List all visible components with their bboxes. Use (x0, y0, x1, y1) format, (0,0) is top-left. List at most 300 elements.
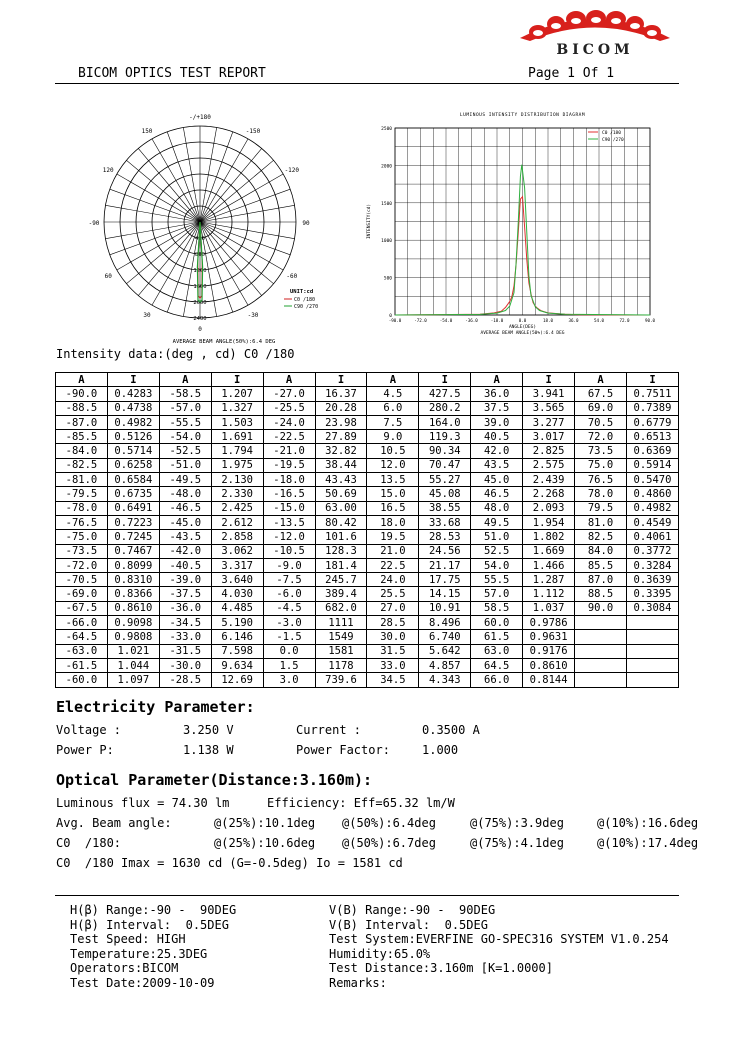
table-cell: 50.69 (315, 487, 367, 501)
table-cell: -39.0 (159, 573, 211, 587)
power-factor-label: Power Factor: (296, 743, 390, 757)
table-cell: 1.503 (211, 415, 263, 429)
column-header: I (523, 373, 575, 387)
polar-angle-label: -150 (245, 128, 261, 136)
table-cell: -36.0 (159, 601, 211, 615)
legend-label: C0 /180 (602, 130, 621, 136)
table-cell: -79.5 (56, 487, 108, 501)
table-cell: 15.0 (367, 487, 419, 501)
x-tick-label: 54.0 (593, 318, 605, 323)
footer-divider (55, 895, 679, 896)
table-cell: 85.5 (575, 558, 627, 572)
table-cell: 49.5 (471, 515, 523, 529)
c0-beam-10: @(10%):17.4deg (597, 836, 699, 850)
table-cell: 0.9098 (107, 616, 159, 630)
table-cell: 1.954 (523, 515, 575, 529)
table-cell: 55.27 (419, 473, 471, 487)
table-cell: 0.9808 (107, 630, 159, 644)
table-cell: 245.7 (315, 573, 367, 587)
table-cell: 12.0 (367, 458, 419, 472)
polar-angle-label: 90 (302, 220, 310, 227)
table-cell: 3.640 (211, 573, 263, 587)
table-cell: 1.466 (523, 558, 575, 572)
table-cell: -28.5 (159, 673, 211, 687)
table-cell: 427.5 (419, 387, 471, 401)
table-cell: 1.044 (107, 658, 159, 672)
table-cell: 0.6584 (107, 473, 159, 487)
table-cell: 66.0 (471, 673, 523, 687)
table-cell: 2.858 (211, 530, 263, 544)
power-factor-value: 1.000 (422, 743, 459, 757)
table-cell: -72.0 (56, 558, 108, 572)
table-cell: 4.343 (419, 673, 471, 687)
table-cell: 38.55 (419, 501, 471, 515)
table-cell: 82.5 (575, 530, 627, 544)
y-axis-label: INTENSITY(cd) (367, 203, 372, 240)
table-cell: 0.6369 (626, 444, 678, 458)
table-cell: -67.5 (56, 601, 108, 615)
table-cell: -6.0 (263, 587, 315, 601)
table-cell: 1549 (315, 630, 367, 644)
table-cell: 1178 (315, 658, 367, 672)
table-cell: -60.0 (56, 673, 108, 687)
x-tick-label: -72.0 (414, 318, 427, 323)
table-cell: 0.8144 (523, 673, 575, 687)
table-cell: 33.68 (419, 515, 471, 529)
h-interval: H(β) Interval: 0.5DEG (70, 917, 229, 932)
table-cell: 16.5 (367, 501, 419, 515)
table-cell: 0.4283 (107, 387, 159, 401)
table-cell: -73.5 (56, 544, 108, 558)
table-cell: -57.0 (159, 401, 211, 415)
imax-line: C0 /180 Imax = 1630 cd (G=-0.5deg) Io = 1581 cd (56, 856, 403, 870)
table-cell: 3.317 (211, 558, 263, 572)
table-cell: 90.0 (575, 601, 627, 615)
table-cell: -63.0 (56, 644, 108, 658)
bicom-logo (510, 8, 680, 56)
column-header: A (56, 373, 108, 387)
column-header: A (575, 373, 627, 387)
table-cell: 9.634 (211, 658, 263, 672)
x-axis-label: ANGLE(DEG) (508, 325, 537, 330)
table-cell: 19.5 (367, 530, 419, 544)
table-row (56, 644, 679, 658)
table-cell: 1.287 (523, 573, 575, 587)
legend-label: C90 /270 (602, 137, 624, 143)
table-cell: 28.5 (367, 616, 419, 630)
table-cell: 4.857 (419, 658, 471, 672)
column-header: I (211, 373, 263, 387)
polar-radial-label: 1600 (193, 284, 207, 290)
table-cell: 8.496 (419, 616, 471, 630)
efficiency: Efficiency: Eff=65.32 lm/W (267, 796, 455, 810)
table-cell: 1.794 (211, 444, 263, 458)
table-cell: 27.89 (315, 430, 367, 444)
y-tick-label: 2000 (381, 164, 392, 170)
c0-beam-25: @(25%):10.6deg (214, 836, 316, 850)
table-cell: -33.0 (159, 630, 211, 644)
x-tick-label: 18.0 (542, 318, 554, 323)
table-cell: 0.3772 (626, 544, 678, 558)
table-cell: 32.82 (315, 444, 367, 458)
v-interval: V(B) Interval: 0.5DEG (329, 917, 488, 932)
polar-angle-label: -/+180 (189, 114, 211, 121)
table-cell: 88.5 (575, 587, 627, 601)
page-number: Page 1 Of 1 (528, 66, 615, 81)
table-cell: 1.037 (523, 601, 575, 615)
table-cell: 1.691 (211, 430, 263, 444)
table-cell: 101.6 (315, 530, 367, 544)
table-cell: 0.5470 (626, 473, 678, 487)
table-cell: 16.37 (315, 387, 367, 401)
table-cell: 79.5 (575, 501, 627, 515)
table-cell: -61.5 (56, 658, 108, 672)
h-range: H(β) Range:-90 - 90DEG (70, 903, 237, 917)
polar-radial-label: 400 (195, 236, 205, 242)
humidity: Humidity:65.0% (329, 946, 431, 961)
column-header: I (419, 373, 471, 387)
table-cell: 0.8610 (107, 601, 159, 615)
table-cell: -15.0 (263, 501, 315, 515)
polar-angle-label: 0 (198, 326, 202, 333)
table-cell: 67.5 (575, 387, 627, 401)
v-range: V(B) Range:-90 - 90DEG (329, 903, 496, 917)
table-cell (626, 630, 678, 644)
table-cell: 7.5 (367, 415, 419, 429)
table-cell: 1.021 (107, 644, 159, 658)
table-cell: 0.9176 (523, 644, 575, 658)
table-cell: -81.0 (56, 473, 108, 487)
table-cell: 23.98 (315, 415, 367, 429)
table-cell: 2.439 (523, 473, 575, 487)
table-row (56, 544, 679, 558)
current-label: Current : (296, 723, 362, 737)
y-tick-label: 1000 (381, 239, 392, 245)
table-row (56, 587, 679, 601)
table-row (56, 458, 679, 472)
table-cell: 70.5 (575, 415, 627, 429)
table-cell: 57.0 (471, 587, 523, 601)
avg-beam-label: Avg. Beam angle: (56, 816, 172, 830)
table-cell: -52.5 (159, 444, 211, 458)
avg-beam-10: @(10%):16.6deg (597, 816, 699, 830)
table-cell: 0.5714 (107, 444, 159, 458)
table-cell: -48.0 (159, 487, 211, 501)
table-cell: 119.3 (419, 430, 471, 444)
table-cell: 3.017 (523, 430, 575, 444)
table-cell: 1111 (315, 616, 367, 630)
table-row (56, 673, 679, 687)
table-cell: -90.0 (56, 387, 108, 401)
test-distance: Test Distance:3.160m [K=1.0000] (329, 961, 553, 976)
table-cell: 1.669 (523, 544, 575, 558)
table-cell: -24.0 (263, 415, 315, 429)
table-cell: -12.0 (263, 530, 315, 544)
table-cell: 80.42 (315, 515, 367, 529)
table-cell (575, 658, 627, 672)
polar-angle-label: 30 (143, 311, 151, 319)
table-cell: 2.330 (211, 487, 263, 501)
table-row (56, 473, 679, 487)
y-tick-label: 500 (383, 276, 392, 282)
avg-beam-75: @(75%):3.9deg (470, 816, 564, 830)
table-cell: 70.47 (419, 458, 471, 472)
table-cell: 0.3395 (626, 587, 678, 601)
table-row (56, 415, 679, 429)
table-cell: 1.5 (263, 658, 315, 672)
table-cell: -69.0 (56, 587, 108, 601)
table-cell: 0.8310 (107, 573, 159, 587)
table-cell: 24.56 (419, 544, 471, 558)
polar-angle-label: -30 (247, 311, 259, 319)
table-cell: -55.5 (159, 415, 211, 429)
x-tick-label: -36.0 (465, 318, 478, 323)
table-cell (626, 616, 678, 630)
table-cell: 75.0 (575, 458, 627, 472)
table-cell: 0.8610 (523, 658, 575, 672)
table-cell: 60.0 (471, 616, 523, 630)
table-cell: 69.0 (575, 401, 627, 415)
polar-radial-label: 800 (195, 252, 205, 258)
table-row (56, 601, 679, 615)
table-cell: 24.0 (367, 573, 419, 587)
table-cell: 36.0 (471, 387, 523, 401)
x-tick-label: -54.0 (439, 318, 453, 323)
table-row (56, 430, 679, 444)
chart-subcaption: AVERAGE BEAM ANGLE(50%):6.4 DEG (480, 331, 565, 336)
table-cell: 0.7511 (626, 387, 678, 401)
table-cell: 0.4982 (626, 501, 678, 515)
table-cell: -82.5 (56, 458, 108, 472)
table-cell: -76.5 (56, 515, 108, 529)
table-cell: -46.5 (159, 501, 211, 515)
table-cell: 0.4982 (107, 415, 159, 429)
table-cell: 58.5 (471, 601, 523, 615)
table-cell (575, 644, 627, 658)
c0-beam-75: @(75%):4.1deg (470, 836, 564, 850)
table-cell: -16.5 (263, 487, 315, 501)
table-cell: 3.941 (523, 387, 575, 401)
column-header: A (263, 373, 315, 387)
table-cell: 84.0 (575, 544, 627, 558)
table-cell: 33.0 (367, 658, 419, 672)
table-row (56, 530, 679, 544)
table-cell: -13.5 (263, 515, 315, 529)
table-cell: 6.0 (367, 401, 419, 415)
table-cell: 55.5 (471, 573, 523, 587)
table-cell: -45.0 (159, 515, 211, 529)
table-header-row (56, 373, 679, 387)
table-cell: -27.0 (263, 387, 315, 401)
table-cell: 13.5 (367, 473, 419, 487)
luminous-flux: Luminous flux = 74.30 lm (56, 796, 230, 810)
table-cell: 682.0 (315, 601, 367, 615)
table-cell: 0.5126 (107, 430, 159, 444)
table-cell: -4.5 (263, 601, 315, 615)
table-cell: 43.5 (471, 458, 523, 472)
test-system: Test System:EVERFINE GO-SPEC316 SYSTEM V1.0.254 (329, 932, 669, 947)
chart-title: LUMINOUS INTENSITY DISTRIBUTION DIAGRAM (459, 113, 586, 118)
table-cell: 128.3 (315, 544, 367, 558)
table-cell: 46.5 (471, 487, 523, 501)
column-header: A (159, 373, 211, 387)
table-cell (575, 616, 627, 630)
table-cell: 2.130 (211, 473, 263, 487)
table-cell: 10.5 (367, 444, 419, 458)
table-cell: 0.7223 (107, 515, 159, 529)
column-header: I (626, 373, 678, 387)
table-cell: -7.5 (263, 573, 315, 587)
table-cell: 1.975 (211, 458, 263, 472)
optical-heading: Optical Parameter(Distance:3.160m): (56, 771, 373, 789)
table-cell: 21.0 (367, 544, 419, 558)
table-row (56, 558, 679, 572)
table-cell: 45.0 (471, 473, 523, 487)
table-cell: 21.17 (419, 558, 471, 572)
table-cell: 4.030 (211, 587, 263, 601)
column-header: A (471, 373, 523, 387)
table-cell: 0.6735 (107, 487, 159, 501)
table-cell: -87.0 (56, 415, 108, 429)
polar-angle-label: -90 (88, 220, 100, 227)
temperature: Temperature:25.3DEG (70, 946, 208, 961)
y-tick-label: 2500 (381, 127, 392, 132)
polar-caption: AVERAGE BEAM ANGLE(50%):6.4 DEG (172, 339, 276, 345)
logo-wordmark: BICOM (556, 42, 634, 56)
table-cell: 0.6779 (626, 415, 678, 429)
x-tick-label: 90.0 (644, 318, 656, 323)
intensity-caption: Intensity data:(deg , cd) C0 /180 (56, 347, 295, 361)
table-cell: 17.75 (419, 573, 471, 587)
table-cell: 63.0 (471, 644, 523, 658)
table-cell: 2.612 (211, 515, 263, 529)
table-cell: 181.4 (315, 558, 367, 572)
table-cell: 45.08 (419, 487, 471, 501)
table-cell: 2.425 (211, 501, 263, 515)
table-cell: 20.28 (315, 401, 367, 415)
table-cell: 38.44 (315, 458, 367, 472)
table-cell: 25.5 (367, 587, 419, 601)
c0-beam-label: C0 /180: (56, 836, 122, 850)
table-cell: 1.112 (523, 587, 575, 601)
table-cell: -70.5 (56, 573, 108, 587)
polar-legend-c90: C90 /270 (294, 304, 319, 310)
table-cell: -85.5 (56, 430, 108, 444)
table-cell: -34.5 (159, 616, 211, 630)
table-cell: 28.53 (419, 530, 471, 544)
table-cell (626, 658, 678, 672)
voltage-label: Voltage : (56, 723, 122, 737)
column-header: I (315, 373, 367, 387)
table-cell: 2.093 (523, 501, 575, 515)
table-cell: 2.575 (523, 458, 575, 472)
electricity-heading: Electricity Parameter: (56, 698, 255, 716)
table-cell: -37.5 (159, 587, 211, 601)
table-cell: -84.0 (56, 444, 108, 458)
table-cell: -64.5 (56, 630, 108, 644)
voltage-value: 3.250 V (183, 723, 234, 737)
table-cell: 0.6258 (107, 458, 159, 472)
table-row (56, 401, 679, 415)
y-tick-label: 0 (389, 314, 392, 319)
power-label: Power P: (56, 743, 114, 757)
x-tick-label: -90.0 (388, 318, 402, 323)
table-cell: 0.4061 (626, 530, 678, 544)
table-cell: -88.5 (56, 401, 108, 415)
table-cell: 76.5 (575, 473, 627, 487)
table-cell: -40.5 (159, 558, 211, 572)
table-cell: 7.598 (211, 644, 263, 658)
table-cell: 63.00 (315, 501, 367, 515)
table-cell: -1.5 (263, 630, 315, 644)
table-cell: 43.43 (315, 473, 367, 487)
table-cell (626, 673, 678, 687)
table-cell: 4.485 (211, 601, 263, 615)
table-cell: -78.0 (56, 501, 108, 515)
table-cell: -9.0 (263, 558, 315, 572)
table-cell: -19.5 (263, 458, 315, 472)
operators: Operators:BICOM (70, 961, 179, 976)
c0-beam-50: @(50%):6.7deg (342, 836, 436, 850)
table-cell: 0.4549 (626, 515, 678, 529)
table-cell: 0.7245 (107, 530, 159, 544)
table-cell: 48.0 (471, 501, 523, 515)
table-cell: 37.5 (471, 401, 523, 415)
table-cell: 0.7467 (107, 544, 159, 558)
table-cell: 30.0 (367, 630, 419, 644)
table-cell: -42.0 (159, 544, 211, 558)
footer-left (70, 903, 236, 991)
table-cell: -18.0 (263, 473, 315, 487)
table-cell: 18.0 (367, 515, 419, 529)
table-cell: -10.5 (263, 544, 315, 558)
avg-beam-25: @(25%):10.1deg (214, 816, 316, 830)
table-cell: 0.3639 (626, 573, 678, 587)
table-cell: -22.5 (263, 430, 315, 444)
table-cell: 3.277 (523, 415, 575, 429)
table-cell: 280.2 (419, 401, 471, 415)
table-cell: 40.5 (471, 430, 523, 444)
table-cell: 0.9786 (523, 616, 575, 630)
avg-beam-50: @(50%):6.4deg (342, 816, 436, 830)
table-cell: 0.8366 (107, 587, 159, 601)
table-cell: 0.3284 (626, 558, 678, 572)
column-header: I (107, 373, 159, 387)
table-row (56, 387, 679, 401)
table-cell: 6.146 (211, 630, 263, 644)
table-cell: 42.0 (471, 444, 523, 458)
table-cell: -25.5 (263, 401, 315, 415)
table-cell: 52.5 (471, 544, 523, 558)
table-cell: 81.0 (575, 515, 627, 529)
table-row (56, 573, 679, 587)
table-row (56, 616, 679, 630)
table-cell: -49.5 (159, 473, 211, 487)
table-cell: 73.5 (575, 444, 627, 458)
polar-angle-label: -120 (284, 167, 300, 174)
polar-angle-label: 120 (102, 167, 114, 174)
footer-right (329, 903, 669, 991)
table-cell: 0.9631 (523, 630, 575, 644)
table-cell (575, 630, 627, 644)
column-header: A (367, 373, 419, 387)
table-cell: -3.0 (263, 616, 315, 630)
table-cell: 5.190 (211, 616, 263, 630)
polar-legend-title: UNIT:cd (290, 289, 314, 295)
table-cell: 14.15 (419, 587, 471, 601)
table-cell: -30.0 (159, 658, 211, 672)
table-cell: -31.5 (159, 644, 211, 658)
